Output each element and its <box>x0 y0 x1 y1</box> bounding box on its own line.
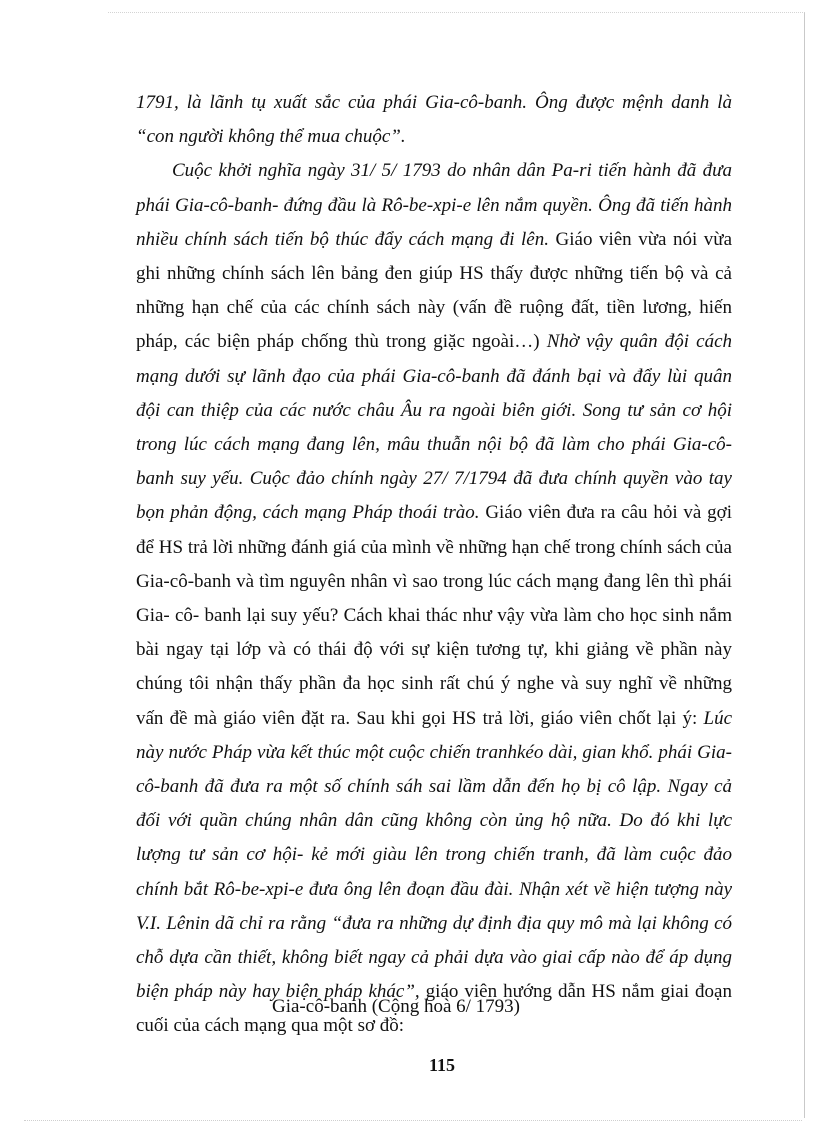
paragraph-2-italic-conclusion: Lúc này nước Pháp vừa kết thúc một cuộc chiến tranhkéo dài, gian khổ. phái Gia-cô-banh đã đưa ra một số chính sáh sai lầm dẫn đến họ bị cô lập. Ngay cả đối với quần chúng nhân dân cũng không còn ủng hộ nữa. Do đó khi lực lượng tư sản cơ hội- kẻ mới giàu lên trong chiến tranh, đã làm cuộc đảo chính bắt Rô-be-xpi-e đưa ông lên đoạn đầu đài. Nhận xét về hiện tượng này V.I. Lênin dã chỉ ra rằng “đưa ra những dự định địa quy mô mà lại không có chỗ dựa cần thiết, không biết ngay cả phải dựa vào giai cấp nào để áp dụng biện pháp này hay biện pháp khác”, <box>136 707 732 1003</box>
paragraph-2 <box>136 154 732 1043</box>
document-body <box>136 86 732 1044</box>
page-number: 115 <box>428 1055 455 1075</box>
bottom-dotted-rule <box>24 1120 802 1121</box>
paragraph-2-teacher-note: Giáo viên vừa nói vừa ghi những chính sách lên bảng đen giúp HS thấy được những tiến bộ và cả những hạn chế của các chính sách này (vấn đề ruộng đất, tiền lương, hiến pháp, các biện pháp chống thù trong giặc ngoài…) <box>136 228 733 353</box>
paragraph-2-teacher-method: Giáo viên đưa ra câu hỏi và gợi để HS trả lời những đánh giá của mình về những hạn chế trong chính sách của Gia-cô-banh và tìm nguyên nhân vì sao trong lúc cách mạng đang lên thì phái Gia- cô- banh lại suy yếu? Cách khai thác như vậy vừa làm cho học sinh nắm bài ngay tại lớp và có thái độ với sự kiện tương tự, khi giảng về phần này chúng tôi nhận thấy phần đa học sinh rất chú ý nghe và suy nghĩ về những vấn đề mà giáo viên đặt ra. Sau khi gọi HS trả lời, giáo viên chốt lại ý: <box>136 502 732 729</box>
paragraph-2-closing: giáo viên hướng dẫn HS nắm giai đoạn cuối của cách mạng qua một sơ đồ: <box>136 981 732 1037</box>
paragraph-2-italic-intro: Cuộc khởi nghĩa ngày 31/ 5/ 1793 do nhân dân Pa-ri tiến hành đã đưa phái Gia-cô-banh- đứng đầu là Rô-be-xpi-e lên nắm quyền. Ông đã tiến hành nhiều chính sách tiến bộ thúc đẩy cách mạng đi lên. <box>136 160 732 250</box>
diagram-title: Gia-cô-banh (Cộng hoà 6/ 1793) <box>272 996 520 1017</box>
paragraph-2-italic-history: Nhờ vậy quân đội cách mạng dưới sự lãnh đạo của phái Gia-cô-banh đã đánh bại và đẩy lùi quân đội can thiệp của các nước châu Âu ra ngoài biên giới. Song tư sản cơ hội trong lúc cách mạng đang lên, mâu thuẫn nội bộ đã làm cho phái Gia-cô-banh suy yếu. Cuộc đảo chính ngày 27/ 7/1794 đã đưa chính quyền vào tay bọn phản động, cách mạng Pháp thoái trào. <box>136 331 732 524</box>
paragraph-1-italic-text: 1791, là lãnh tụ xuất sắc của phái Gia-cô-banh. Ông được mệnh danh là “con người không thể mua chuộc”. <box>136 92 732 148</box>
paragraph-1 <box>136 86 732 154</box>
